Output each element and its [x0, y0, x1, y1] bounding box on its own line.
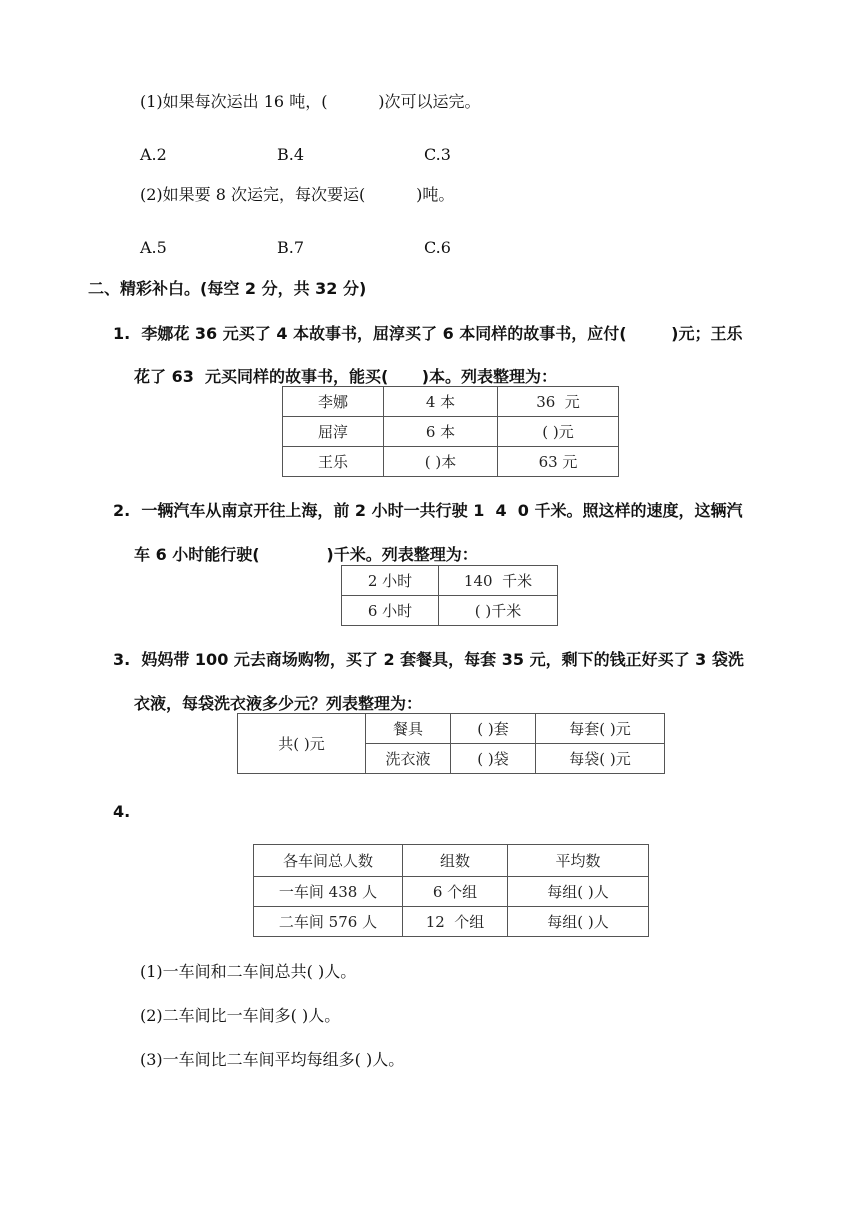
table-cell: 6 本	[384, 417, 498, 447]
table-cell: 140 千米	[439, 566, 558, 596]
table-cell: 每组( )人	[508, 877, 649, 907]
table-cell: 4 本	[384, 387, 498, 417]
table-cell: 李娜	[283, 387, 384, 417]
table-cell: ( )千米	[439, 596, 558, 626]
table-cell: 洗衣液	[366, 744, 451, 774]
table-cell: 2 小时	[342, 566, 439, 596]
problem-1-line-1: 1. 李娜花 36 元买了 4 本故事书，屈淳买了 6 本同样的故事书，应付( )元；王乐	[113, 324, 743, 343]
table-row	[283, 387, 619, 417]
table-row	[238, 714, 665, 744]
table-cell: 餐具	[366, 714, 451, 744]
problem-4-sub-1: (1)一车间和二车间总共( )人。	[140, 962, 357, 981]
problem-3-line-2: 衣液，每袋洗衣液多少元？列表整理为：	[134, 694, 423, 713]
table-cell: 每套( )元	[536, 714, 665, 744]
problem-3-table	[237, 713, 665, 774]
question-1-option-b: B.4	[277, 145, 305, 164]
table-row	[342, 596, 558, 626]
question-1-option-a: A.2	[140, 145, 167, 164]
table-cell: 12 个组	[403, 907, 508, 937]
question-1-text: (1)如果每次运出 16 吨，( )次可以运完。	[140, 92, 481, 111]
table-total-cell: 共( )元	[238, 714, 366, 774]
table-cell: 二车间 576 人	[254, 907, 403, 937]
problem-2-line-1: 2. 一辆汽车从南京开往上海，前 2 小时一共行驶 1 4 0 千米。照这样的速度，这辆汽	[113, 501, 743, 520]
table-row	[283, 417, 619, 447]
table-cell: ( )本	[384, 447, 498, 477]
table-row	[283, 447, 619, 477]
question-2-option-a: A.5	[140, 238, 167, 257]
table-cell: ( )套	[451, 714, 536, 744]
table-header-cell: 组数	[403, 845, 508, 877]
table-cell: 每袋( )元	[536, 744, 665, 774]
problem-1-table	[282, 386, 619, 477]
table-cell: 一车间 438 人	[254, 877, 403, 907]
problem-1-line-2: 花了 63 元买同样的故事书，能买( )本。列表整理为：	[134, 367, 558, 386]
table-header-cell: 平均数	[508, 845, 649, 877]
table-cell: 每组( )人	[508, 907, 649, 937]
problem-2-line-2: 车 6 小时能行驶( )千米。列表整理为：	[134, 545, 478, 564]
table-row	[254, 877, 649, 907]
table-cell: 王乐	[283, 447, 384, 477]
table-cell: 屈淳	[283, 417, 384, 447]
question-1-option-c: C.3	[424, 145, 451, 164]
table-header-cell: 各车间总人数	[254, 845, 403, 877]
table-cell: ( )元	[498, 417, 619, 447]
problem-4-sub-3: (3)一车间比二车间平均每组多( )人。	[140, 1050, 405, 1069]
problem-3-line-1: 3. 妈妈带 100 元去商场购物，买了 2 套餐具，每套 35 元，剩下的钱正好买了 3 袋洗	[113, 650, 744, 669]
table-cell: 63 元	[498, 447, 619, 477]
problem-4-number: 4.	[113, 802, 131, 821]
table-row	[342, 566, 558, 596]
question-2-text: (2)如果要 8 次运完，每次要运( )吨。	[140, 185, 455, 204]
problem-4-table	[253, 844, 649, 937]
section-2-heading: 二、精彩补白。(每空 2 分，共 32 分)	[88, 279, 367, 298]
table-cell: ( )袋	[451, 744, 536, 774]
table-row	[254, 907, 649, 937]
question-2-option-c: C.6	[424, 238, 451, 257]
table-cell: 6 小时	[342, 596, 439, 626]
question-2-option-b: B.7	[277, 238, 305, 257]
table-cell: 6 个组	[403, 877, 508, 907]
table-header-row	[254, 845, 649, 877]
table-cell: 36 元	[498, 387, 619, 417]
problem-4-sub-2: (2)二车间比一车间多( )人。	[140, 1006, 341, 1025]
problem-2-table	[341, 565, 558, 626]
